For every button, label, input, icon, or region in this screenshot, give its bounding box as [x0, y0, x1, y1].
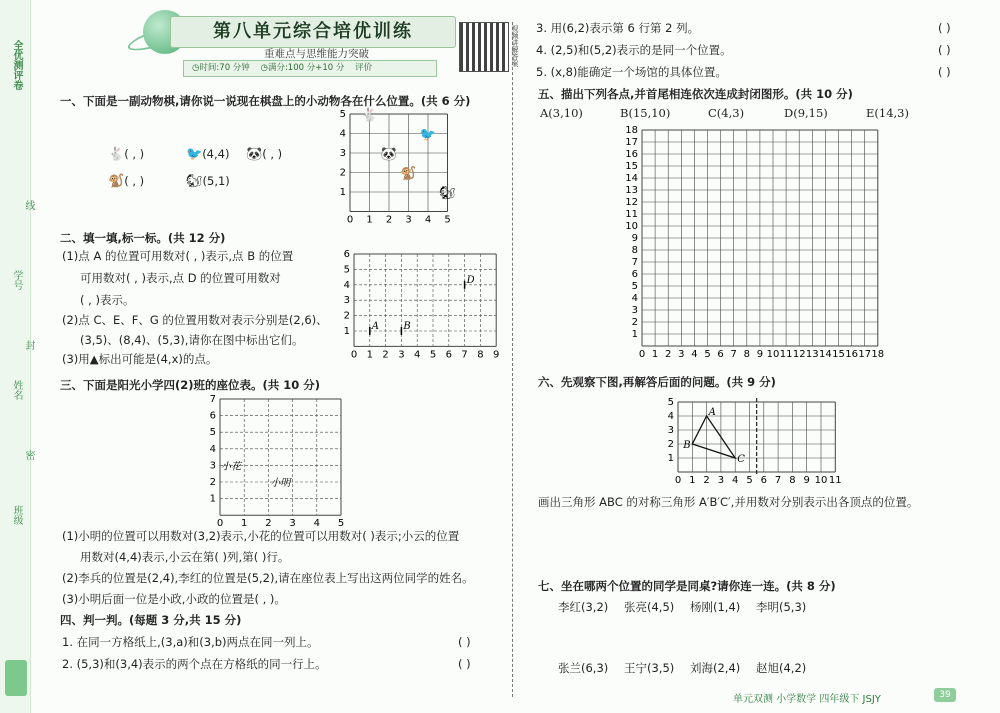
- vertex-a-label: A: [708, 407, 716, 418]
- s1-answer-rabbit: ( , ): [124, 147, 145, 161]
- x-tick-label: 8: [789, 475, 796, 486]
- x-tick-label: 9: [493, 349, 500, 361]
- s2-line-6: (3)用▲标出可能是(4,x)的点。: [62, 352, 218, 366]
- x-tick-label: 8: [743, 349, 750, 360]
- s7-row1-2[interactable]: 张亮(4,5): [624, 600, 675, 614]
- x-tick-label: 11: [779, 349, 793, 360]
- publisher-logo: [5, 660, 27, 696]
- y-tick-label: 7: [209, 394, 216, 405]
- s4-item-3-answer[interactable]: ( ): [938, 21, 951, 35]
- x-tick-label: 1: [366, 214, 373, 226]
- x-tick-label: 2: [665, 349, 672, 360]
- x-tick-label: 13: [805, 349, 819, 360]
- triangle-abc: [692, 416, 735, 458]
- s6-question: 画出三角形 ABC 的对称三角形 A′B′C′,并用数对分别表示出各顶点的位置。: [538, 495, 919, 509]
- s5-point-e: E(14,3): [866, 106, 909, 120]
- y-tick-label: 17: [625, 137, 638, 148]
- s6-triangle-grid: [662, 396, 848, 488]
- x-tick-label: 4: [424, 214, 432, 226]
- s5-point-c: C(4,3): [708, 106, 745, 120]
- page-subtitle: 重难点与思维能力突破: [264, 48, 369, 60]
- y-tick-label: 1: [667, 453, 674, 464]
- point-d-mark-label: D: [466, 274, 475, 286]
- vertex-b-label: B: [683, 440, 691, 451]
- x-tick-label: 18: [871, 349, 885, 360]
- x-tick-label: 11: [828, 475, 842, 486]
- s7-row1-4[interactable]: 李明(5,3): [756, 600, 807, 614]
- x-tick-label: 12: [792, 349, 806, 360]
- y-tick-label: 4: [343, 279, 350, 291]
- s3-line-1: (1)小明的位置可以用数对(3,2)表示,小花的位置可以用数对( )表示;小云的位置: [62, 529, 460, 543]
- section-2-heading: 二、填一填,标一标。(共 12 分): [60, 231, 226, 245]
- x-tick-label: 0: [216, 518, 224, 530]
- x-tick-label: 5: [704, 349, 711, 360]
- field-class: 班级: [11, 505, 22, 525]
- squirrel-icon: 🐿: [186, 174, 203, 189]
- s7-row2-1[interactable]: 张兰(6,3): [558, 661, 609, 675]
- x-tick-label: 1: [366, 349, 373, 361]
- section-4-heading: 四、判一判。(每题 3 分,共 15 分): [60, 613, 242, 627]
- y-tick-label: 14: [625, 173, 638, 184]
- x-tick-label: 1: [651, 349, 659, 360]
- seal-line: 线: [23, 200, 34, 210]
- x-tick-label: 7: [730, 349, 737, 360]
- s4-item-4-answer[interactable]: ( ): [938, 43, 951, 57]
- x-tick-label: 4: [313, 518, 320, 530]
- y-tick-label: 2: [339, 167, 346, 179]
- s7-row1-1[interactable]: 李红(3,2): [558, 600, 609, 614]
- y-tick-label: 5: [209, 427, 216, 439]
- x-tick-label: 0: [350, 349, 358, 361]
- x-tick-label: 0: [638, 349, 646, 360]
- y-tick-label: 10: [625, 221, 638, 232]
- s2-line-5: (3,5)、(8,4)、(5,3),请你在图中标出它们。: [80, 333, 304, 347]
- x-tick-label: 3: [289, 518, 296, 530]
- x-tick-label: 3: [717, 475, 725, 486]
- y-tick-label: 5: [631, 281, 638, 292]
- section-3-heading: 三、下面是阳光小学四(2)班的座位表。(共 10 分): [60, 378, 321, 392]
- s4-item-5-answer[interactable]: ( ): [938, 65, 951, 79]
- x-tick-label: 10: [814, 475, 828, 486]
- s1-item-monkey: [108, 173, 144, 190]
- x-tick-label: 15: [832, 349, 845, 360]
- x-tick-label: 6: [760, 475, 767, 486]
- s5-coordinate-grid: [620, 122, 892, 372]
- board-squirrel-icon: 🐿: [439, 186, 456, 201]
- field-student-id: 学号: [11, 270, 22, 290]
- y-tick-label: 2: [209, 477, 216, 488]
- s7-row2-3[interactable]: 刘海(2,4): [690, 661, 741, 675]
- s2-line-2: 可用数对( , )表示,点 D 的位置可用数对: [80, 271, 281, 285]
- qr-caption: 视频讲解答案: [511, 25, 519, 67]
- brand-label: 全优测评卷: [11, 40, 22, 90]
- y-tick-label: 3: [209, 460, 216, 472]
- seal-seal: 封: [23, 340, 34, 350]
- y-tick-label: 16: [625, 149, 638, 160]
- animal-chessboard: [336, 108, 456, 228]
- s5-point-a: A(3,10): [540, 106, 583, 120]
- y-tick-label: 4: [631, 293, 638, 304]
- s4-item-4: 4. (2,5)和(5,2)表示的是同一个位置。: [536, 43, 732, 57]
- s5-point-b: B(15,10): [620, 106, 671, 120]
- s1-item-rabbit: [108, 146, 144, 163]
- x-tick-label: 7: [461, 349, 468, 361]
- y-tick-label: 1: [339, 187, 346, 198]
- x-tick-label: 9: [756, 349, 764, 360]
- board-bird-icon: 🐦: [419, 127, 437, 143]
- y-tick-label: 18: [625, 125, 638, 136]
- section-5-heading: 五、描出下列各点,并首尾相连依次连成封闭图形。(共 10 分): [538, 87, 853, 101]
- x-tick-label: 5: [337, 518, 345, 530]
- y-tick-label: 11: [625, 209, 638, 220]
- s1-item-bird: [186, 146, 229, 163]
- panda-icon: 🐼: [246, 147, 263, 162]
- y-tick-label: 2: [631, 317, 638, 328]
- s3-line-3: (2)李兵的位置是(2,4),李红的位置是(5,2),请在座位表上写出这两位同学的姓名。: [62, 571, 474, 585]
- y-tick-label: 3: [343, 295, 350, 307]
- y-tick-label: 15: [625, 161, 638, 172]
- y-tick-label: 4: [339, 128, 346, 140]
- x-tick-label: 3: [405, 214, 412, 226]
- rating-label: 评价: [355, 63, 373, 73]
- s1-answer-monkey: ( , ): [124, 174, 145, 188]
- exam-info-bar: [183, 60, 437, 77]
- x-tick-label: 2: [703, 475, 710, 486]
- s7-row1-3[interactable]: 杨刚(1,4): [690, 600, 741, 614]
- footer-text: 单元双测 小学数学 四年级下 JSJY: [733, 694, 881, 705]
- x-tick-label: 4: [732, 475, 739, 486]
- y-tick-label: 1: [631, 329, 638, 340]
- y-tick-label: 13: [625, 185, 638, 196]
- point-a-mark-label: A: [371, 321, 380, 332]
- x-tick-label: 3: [398, 349, 405, 361]
- x-tick-label: 3: [678, 349, 685, 360]
- y-tick-label: 12: [625, 197, 638, 208]
- y-tick-label: 6: [343, 249, 350, 260]
- y-tick-label: 4: [667, 411, 674, 422]
- page-number: 39: [934, 688, 956, 702]
- monkey-icon: 🐒: [108, 174, 125, 189]
- point-b-mark-label: B: [403, 321, 411, 332]
- y-tick-label: 9: [631, 233, 638, 244]
- rabbit-icon: 🐇: [108, 147, 125, 162]
- x-tick-label: 17: [858, 349, 872, 360]
- x-tick-label: 9: [803, 475, 810, 486]
- x-tick-label: 8: [477, 349, 484, 361]
- x-tick-label: 16: [845, 349, 858, 360]
- x-tick-label: 10: [766, 349, 780, 360]
- s7-row2-4[interactable]: 赵旭(4,2): [756, 661, 807, 675]
- seat-xiaohua-label: 小花: [221, 461, 241, 473]
- x-tick-label: 14: [819, 349, 832, 360]
- bird-icon: 🐦: [186, 147, 203, 162]
- field-name: 姓名: [11, 380, 22, 400]
- y-tick-label: 5: [667, 397, 674, 408]
- y-tick-label: 3: [631, 305, 638, 316]
- x-tick-label: 0: [674, 475, 682, 486]
- s1-answer-panda: ( , ): [262, 147, 283, 161]
- y-tick-label: 5: [343, 264, 350, 276]
- s2-coordinate-grid: [340, 250, 500, 360]
- x-tick-label: 5: [429, 349, 437, 361]
- y-tick-label: 2: [667, 439, 674, 450]
- x-tick-label: 1: [689, 475, 696, 486]
- s1-item-squirrel: [186, 173, 230, 190]
- s4-item-5: 5. (x,8)能确定一个场馆的具体位置。: [536, 65, 727, 79]
- s1-item-panda: [246, 146, 282, 163]
- clock-icon: ◷: [192, 63, 200, 73]
- s2-line-4: (2)点 C、E、F、G 的位置用数对表示分别是(2,6)、: [62, 313, 328, 327]
- section-7-heading: 七、坐在哪两个位置的同学是同桌?请你连一连。(共 8 分): [538, 579, 836, 593]
- y-tick-label: 5: [339, 109, 346, 120]
- vertex-c-label: C: [737, 454, 745, 465]
- score-icon: ◷: [260, 63, 268, 73]
- y-tick-label: 2: [343, 310, 350, 322]
- s2-line-3: ( , )表示。: [80, 293, 135, 307]
- seal-secret: 密: [23, 450, 34, 460]
- s1-answer-bird: (4,4): [202, 147, 230, 161]
- x-tick-label: 1: [241, 518, 248, 530]
- seat-xiaoming-label: 小明: [270, 478, 291, 489]
- y-tick-label: 1: [343, 326, 350, 337]
- s4-item-1: 1. 在同一方格纸上,(3,a)和(3,b)两点在同一列上。: [62, 635, 319, 649]
- x-tick-label: 6: [717, 349, 724, 360]
- board-rabbit-icon: 🐇: [361, 108, 378, 123]
- x-tick-label: 2: [382, 349, 389, 361]
- column-divider: [512, 22, 513, 697]
- y-tick-label: 6: [209, 410, 216, 422]
- board-panda-icon: 🐼: [380, 147, 398, 162]
- y-tick-label: 8: [631, 245, 638, 256]
- page-title: 第八单元综合培优训练: [170, 16, 456, 48]
- qr-code-icon[interactable]: [459, 22, 509, 72]
- margin-strip: [0, 0, 34, 713]
- y-tick-label: 7: [631, 257, 638, 268]
- s2-line-1: (1)点 A 的位置可用数对( , )表示,点 B 的位置: [62, 249, 294, 263]
- s1-answer-squirrel: (5,1): [202, 174, 230, 188]
- section-1-heading: 一、下面是一副动物棋,请你说一说现在棋盘上的小动物各在什么位置。(共 6 分): [60, 94, 471, 108]
- s4-item-2-answer[interactable]: ( ): [458, 657, 471, 671]
- y-tick-label: 4: [209, 443, 216, 455]
- s5-point-d: D(9,15): [784, 106, 828, 120]
- s4-item-3: 3. 用(6,2)表示第 6 行第 2 列。: [536, 21, 700, 35]
- s4-item-1-answer[interactable]: ( ): [458, 635, 471, 649]
- x-tick-label: 0: [346, 214, 354, 226]
- y-tick-label: 1: [209, 493, 216, 505]
- x-tick-label: 6: [445, 349, 452, 361]
- s4-item-2: 2. (5,3)和(3,4)表示的两个点在方格纸的同一行上。: [62, 657, 327, 671]
- seating-chart-grid: [206, 394, 346, 530]
- y-tick-label: 6: [631, 269, 638, 280]
- x-tick-label: 4: [691, 349, 698, 360]
- y-tick-label: 3: [667, 425, 674, 436]
- x-tick-label: 5: [746, 475, 753, 486]
- x-tick-label: 2: [265, 518, 272, 530]
- y-tick-label: 3: [339, 148, 346, 159]
- s7-row2-2[interactable]: 王宁(3,5): [624, 661, 675, 675]
- full-score: 满分:100 分+10 分: [267, 63, 345, 73]
- x-tick-label: 2: [385, 214, 393, 226]
- time-limit: 时间:70 分钟: [199, 63, 250, 73]
- s3-line-2: 用数对(4,4)表示,小云在第( )列,第( )行。: [80, 550, 290, 564]
- x-tick-label: 7: [774, 475, 782, 486]
- section-6-heading: 六、先观察下图,再解答后面的问题。(共 9 分): [538, 375, 776, 389]
- x-tick-label: 4: [414, 349, 421, 361]
- x-tick-label: 5: [444, 214, 451, 226]
- board-monkey-icon: 🐒: [400, 166, 417, 182]
- s3-line-4: (3)小明后面一位是小政,小政的位置是( , )。: [62, 592, 286, 606]
